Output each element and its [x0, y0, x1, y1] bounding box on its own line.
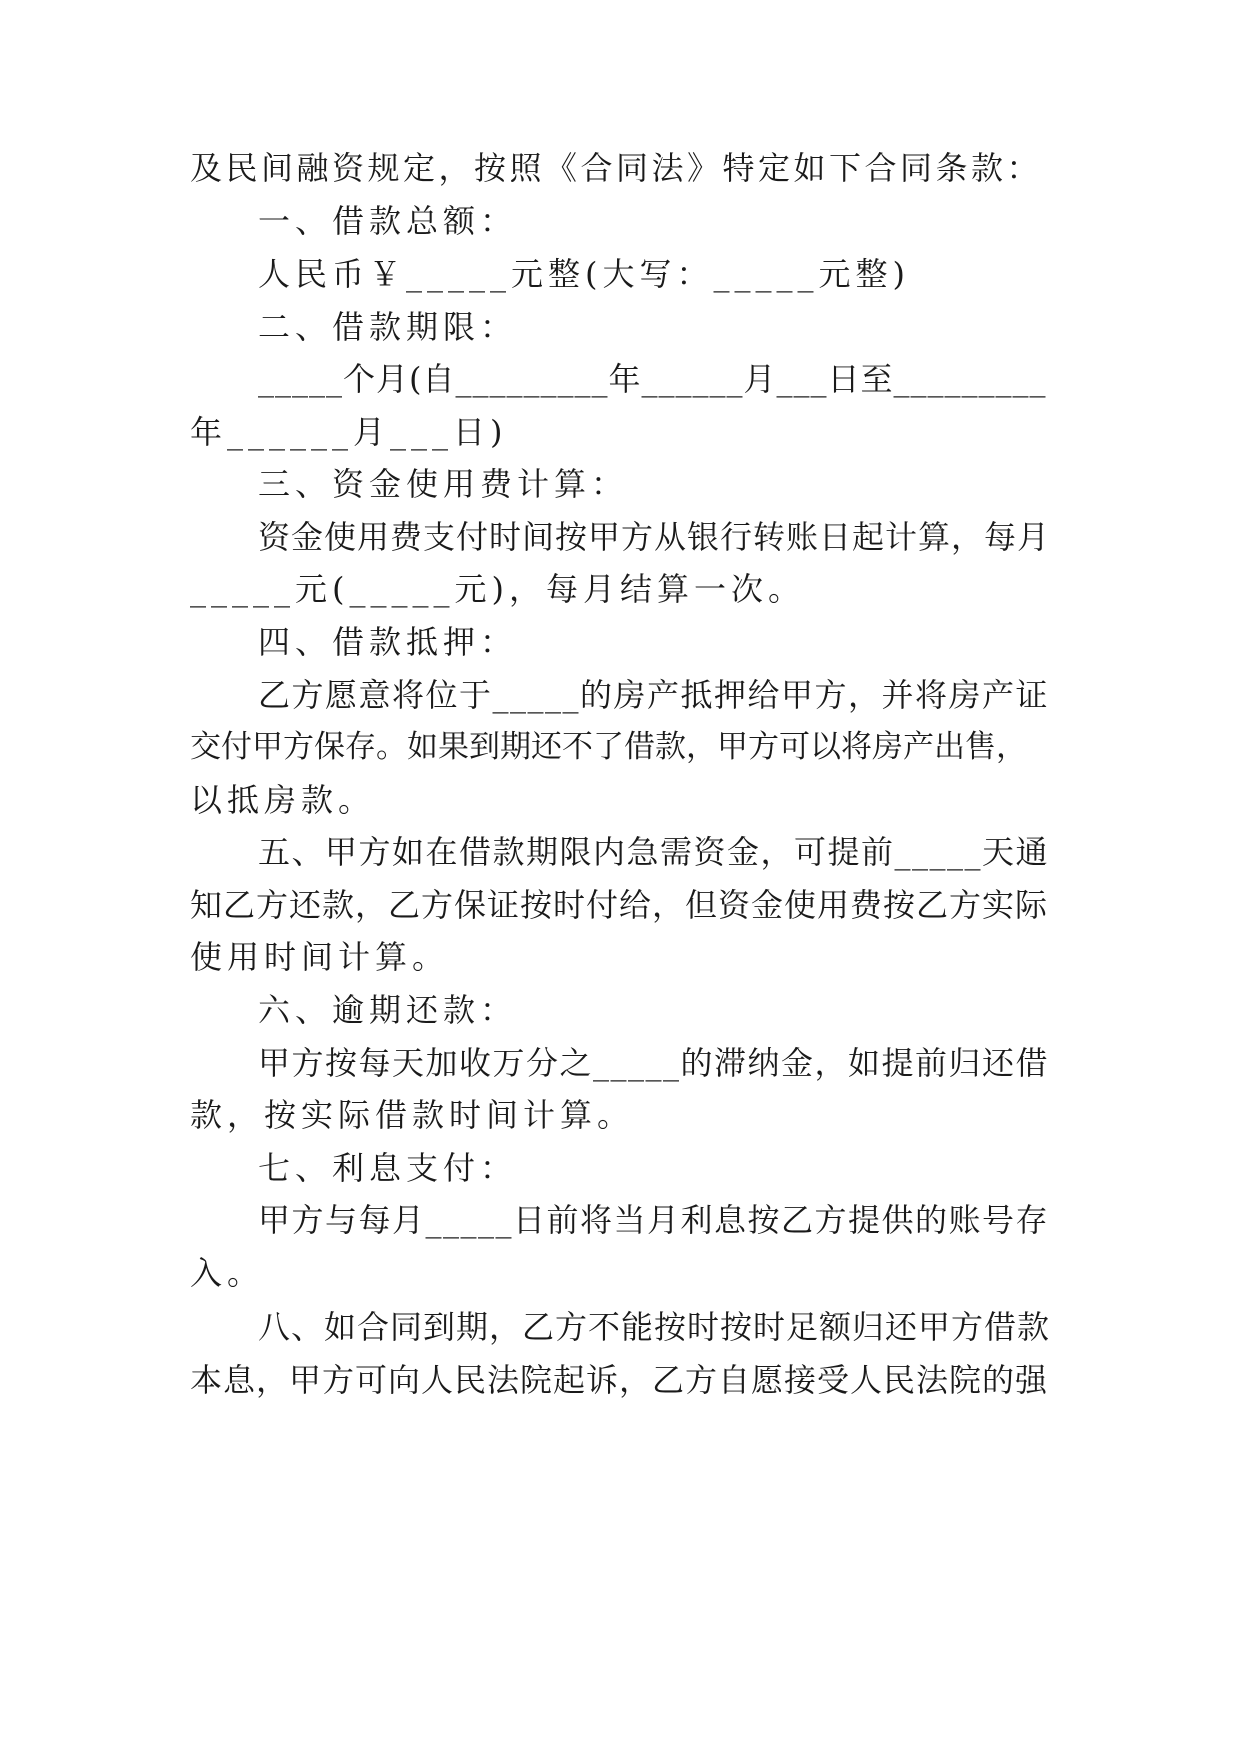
text-line: 甲方按每天加收万分之_____的滞纳金，如提前归还借 — [258, 1044, 1050, 1082]
text-line: 八、如合同到期，乙方不能按时按时足额归还甲方借款 — [258, 1308, 1051, 1346]
text-line: 及民间融资规定，按照《合同法》特定如下合同条款： — [190, 149, 1043, 187]
text-line: 本息，甲方可向人民法院起诉，乙方自愿接受人民法院的强 — [190, 1361, 1049, 1399]
section-heading: 四、借款抵押： — [258, 623, 518, 661]
text-line: 交付甲方保存。如果到期还不了借款，甲方可以将房产出售， — [190, 729, 1027, 765]
section-heading: 七、利息支付： — [258, 1149, 518, 1187]
text-line: 以抵房款。 — [190, 781, 376, 819]
section-heading: 六、逾期还款： — [258, 991, 518, 1029]
text-line: 甲方与每月_____日前将当月利息按乙方提供的账号存 — [258, 1201, 1050, 1239]
text-line: 年______月___日) — [190, 413, 508, 451]
text-line: 款，按实际借款时间计算。 — [190, 1096, 635, 1134]
text-line: 知乙方还款，乙方保证按时付给，但资金使用费按乙方实际 — [190, 886, 1049, 924]
text-line: 人民币￥_____元整(大写：_____元整) — [258, 255, 910, 293]
section-heading: 三、资金使用费计算： — [258, 465, 629, 503]
text-line: _____个月(自_________年______月___日至_________ — [258, 360, 1047, 398]
text-line: _____元(_____元)，每月结算一次。 — [190, 570, 805, 608]
text-line: 资金使用费支付时间按甲方从银行转账日起计算，每月 — [258, 518, 1051, 556]
text-line: 五、甲方如在借款期限内急需资金，可提前_____天通 — [258, 833, 1050, 871]
section-heading: 一、借款总额： — [258, 202, 518, 240]
text-line: 乙方愿意将位于_____的房产抵押给甲方，并将房产证 — [258, 676, 1050, 714]
text-line: 使用时间计算。 — [190, 938, 450, 976]
section-heading: 二、借款期限： — [258, 308, 518, 346]
text-line: 入。 — [190, 1254, 265, 1292]
